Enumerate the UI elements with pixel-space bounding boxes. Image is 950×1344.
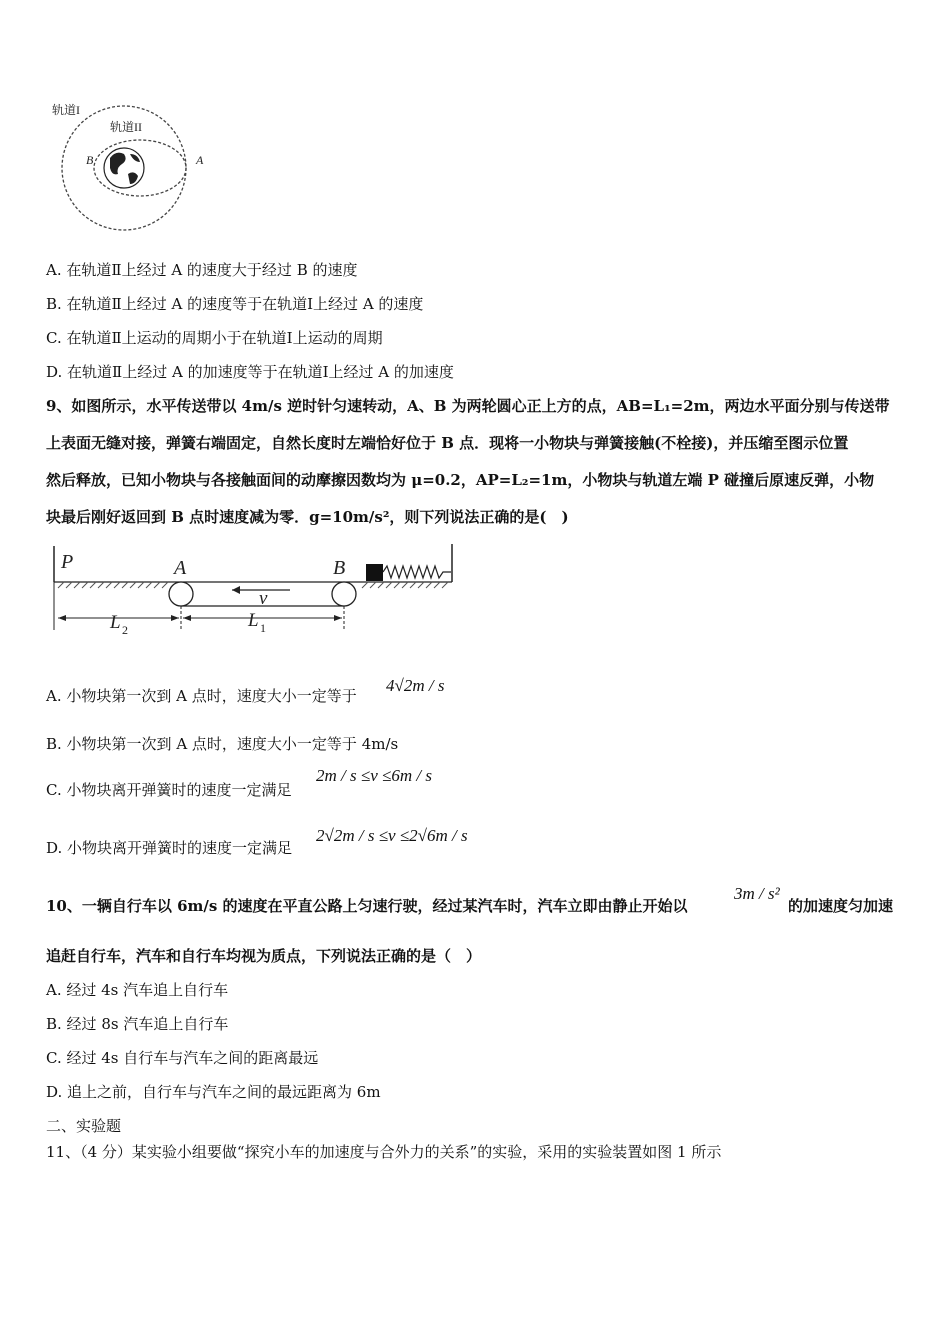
q9-line-1: 9、如图所示，水平传送带以 4m/s 逆时针匀速转动，A、B 为两轮圆心正上方的点，AB=L₁=2m，两边水平面分别与传送带 (46, 397, 890, 415)
label-a: A (174, 557, 187, 579)
q8-option-d: D. 在轨道Ⅱ上经过 A 的加速度等于在轨道Ⅰ上经过 A 的加速度 (46, 363, 454, 381)
q9-option-d (46, 838, 292, 858)
label-point-a: A (196, 153, 204, 167)
label-p: P (61, 551, 74, 573)
q10-line-1-tail: 的加速度匀加速 (788, 897, 894, 915)
q10-line-1: 10、一辆自行车以 6m/s 的速度在平直公路上匀速行驶，经过某汽车时，汽车立即由静止开始以 (46, 897, 688, 915)
q9-option-d-text: D. 小物块离开弹簧时的速度一定满足 (46, 839, 293, 857)
section-heading-experiment: 二、实验题 (46, 1117, 122, 1135)
q10-option-c: C. 经过 4s 自行车与汽车之间的距离最远 (46, 1049, 319, 1067)
q8-option-a: A. 在轨道Ⅱ上经过 A 的速度大于经过 B 的速度 (46, 261, 358, 279)
q9-option-b: B. 小物块第一次到 A 点时，速度大小一定等于 4m/s (46, 735, 399, 753)
label-v: v (259, 588, 268, 609)
q9-option-c-math: 2m / s ≤v ≤6m / s (316, 766, 432, 785)
orbit-figure (44, 96, 214, 236)
label-l2-sub: 2 (122, 623, 128, 637)
q8-option-c: C. 在轨道Ⅱ上运动的周期小于在轨道Ⅰ上运动的周期 (46, 329, 383, 347)
q10-line-2: 追赶自行车，汽车和自行车均视为质点，下列说法正确的是（ ） (46, 947, 482, 965)
q8-option-b: B. 在轨道Ⅱ上经过 A 的速度等于在轨道Ⅰ上经过 A 的速度 (46, 295, 424, 313)
q9-line-3: 然后释放，已知小物块与各接触面间的动摩擦因数均为 μ=0.2，AP=L₂=1m，小物块与轨道左端 P 碰撞后原速反弹，小物 (46, 471, 875, 489)
q9-option-c-text: C. 小物块离开弹簧时的速度一定满足 (46, 781, 292, 799)
block (366, 564, 383, 581)
q10-acceleration-math: 3m / s² (734, 884, 780, 903)
hatch-left (58, 582, 168, 588)
label-orbit-1: 轨道I (52, 103, 80, 117)
belt-velocity-arrowhead (232, 586, 240, 594)
q9-option-c (46, 780, 291, 800)
label-l1: L (248, 610, 259, 631)
q11-stem: 11、（4 分）某实验小组要做“探究小车的加速度与合外力的关系”的实验，采用的实验装置如图 1 所示 (46, 1143, 722, 1161)
label-b: B (333, 557, 346, 579)
label-orbit-2: 轨道II (110, 120, 142, 134)
conveyor-figure (44, 540, 464, 640)
label-l2: L (110, 612, 121, 633)
q9-option-a-math: 4√2m / s (386, 676, 445, 695)
q9-line-4: 块最后刚好返回到 B 点时速度减为零．g=10m/s²，则下列说法正确的是( ) (46, 508, 569, 526)
wheel-a (169, 582, 193, 606)
spring (383, 566, 451, 578)
label-l1-sub: 1 (260, 621, 266, 635)
q9-line-2: 上表面无缝对接，弹簧右端固定，自然长度时左端恰好位于 B 点．现将一小物块与弹簧接触(不栓接)，并压缩至图示位置 (46, 434, 849, 452)
hatch-right (362, 582, 448, 588)
q9-option-d-math: 2√2m / s ≤v ≤2√6m / s (316, 826, 468, 845)
q9-option-a (46, 686, 357, 706)
label-point-b: B (86, 153, 94, 167)
q9-option-a-text: A. 小物块第一次到 A 点时，速度大小一定等于 (46, 687, 357, 705)
q10-option-b: B. 经过 8s 汽车追上自行车 (46, 1015, 229, 1033)
wheel-b (332, 582, 356, 606)
q10-option-a: A. 经过 4s 汽车追上自行车 (46, 981, 229, 999)
q10-option-d: D. 追上之前，自行车与汽车之间的最远距离为 6m (46, 1083, 381, 1101)
